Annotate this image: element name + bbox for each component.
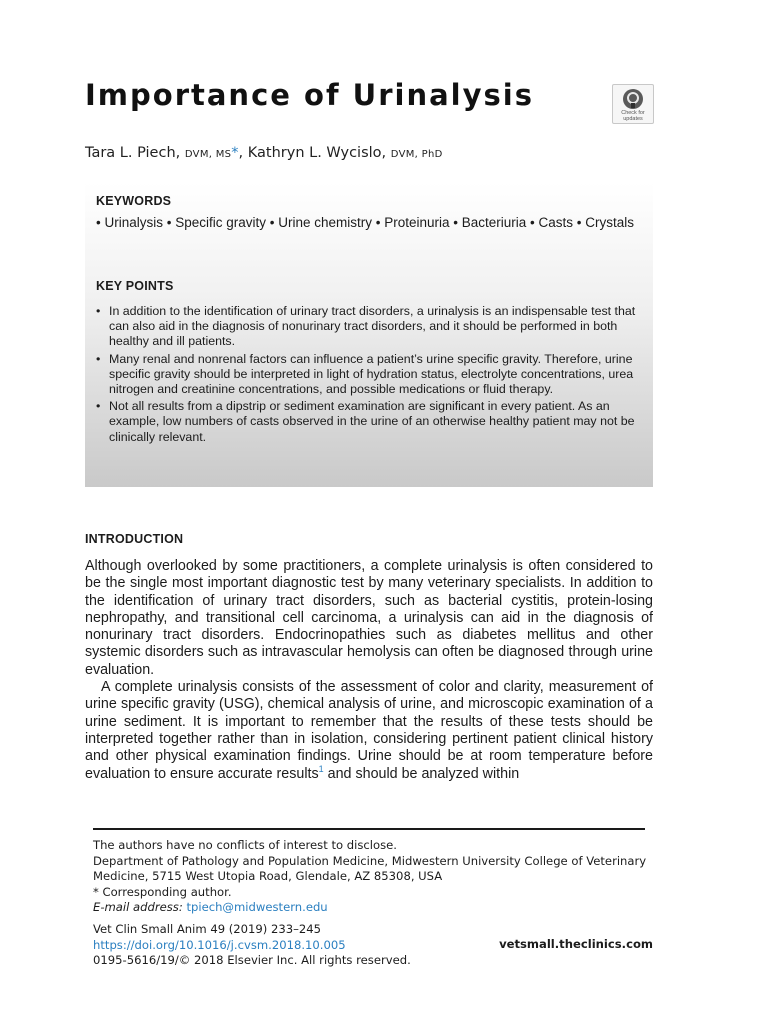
key-points-heading: KEY POINTS	[96, 279, 174, 293]
introduction-body	[85, 558, 653, 783]
key-point-item: • Many renal and nonrenal factors can influence a patient’s urine specific gravity. Therefore, urine specific gravity should be interpreted in light of hydration status, electrolyte concentrations, urea nitrogen and creatinine concentrations, and possible medications or fluid therapy.	[96, 352, 644, 398]
article-title: Importance of Urinalysis	[85, 78, 534, 112]
reference-1-link[interactable]: 1	[318, 763, 324, 774]
author-affiliation: Department of Pathology and Population Medicine, Midwestern University College of Veterinary Medicine, 5715 West Utopia Road, Glendale, AZ 85308, USA	[93, 853, 647, 883]
journal-website-link[interactable]: vetsmall.theclinics.com	[499, 937, 653, 951]
author-line	[85, 145, 443, 161]
check-for-updates-badge[interactable]	[612, 84, 654, 124]
author-separator: ,	[238, 145, 244, 161]
copyright-line: 0195-5616/19/© 2018 Elsevier Inc. All rights reserved.	[93, 953, 411, 967]
introduction-heading: INTRODUCTION	[85, 532, 184, 546]
conflicts-statement: The authors have no conflicts of interest to disclose.	[93, 838, 397, 852]
badge-line1: Check for	[621, 110, 645, 116]
author-2-degrees: DVM, PhD	[390, 149, 443, 160]
key-point-item: • In addition to the identification of urinary tract disorders, a urinalysis is an indispensable test that can also aid in the diagnosis of nonurinary tract disorders, and it should be performed in both healthy and ill patients.	[96, 304, 644, 350]
footnotes	[93, 838, 653, 916]
introduction-paragraph-1: Although overlooked by some practitioners, a complete urinalysis is often considered to be the single most important diagnostic test by many veterinary specialists. In addition to the identification of urinary tract disorders, such as bacterial cystitis, protein-losing nephropathy, and transitional cell carcinoma, a urinalysis can aid in the diagnosis of nonurinary tract disorders. Endocrinopathies such as diabetes mellitus and other systemic disorders such as intravascular hemolysis can often be diagnosed through urine evaluation.	[85, 558, 653, 678]
key-points-list	[96, 304, 644, 447]
doi-link[interactable]: https://doi.org/10.1016/j.cvsm.2018.10.005	[93, 937, 346, 952]
keywords-list: • Urinalysis • Specific gravity • Urine chemistry • Proteinuria • Bacteriuria • Casts • Crystals	[96, 215, 634, 230]
email-link[interactable]: tpiech@midwestern.edu	[186, 900, 328, 914]
keywords-heading: KEYWORDS	[96, 194, 172, 208]
paragraph-2-text: A complete urinalysis consists of the assessment of color and clarity, measurement of urine specific gravity (USG), chemical analysis of urine, and microscopic examination of a urine sediment. It is important to remember that the results of these tests should be interpreted together rather than in isolation, considering pertinent patient clinical history and other physical examination findings. Urine should be at room temperature before evaluation to ensure accurate results	[85, 679, 653, 782]
check-for-updates-icon	[622, 88, 644, 110]
author-1-name: Tara L. Piech,	[85, 145, 181, 161]
corresponding-author-mark[interactable]: *	[231, 145, 239, 161]
paragraph-2-tail: and should be analyzed within	[323, 765, 520, 782]
introduction-paragraph-2	[85, 679, 653, 783]
badge-line2: updates	[623, 116, 643, 122]
email-line	[93, 900, 653, 916]
footnote-divider	[93, 828, 645, 830]
key-point-item: • Not all results from a dipstrip or sediment examination are significant in every patient. As an example, low numbers of casts observed in the urine of an otherwise healthy patient may not be clinically relevant.	[96, 399, 644, 445]
citation-block	[93, 922, 411, 969]
author-2-name: Kathryn L. Wycislo,	[247, 145, 387, 161]
keywords-keypoints-box	[85, 182, 653, 487]
corresponding-author-note: * Corresponding author.	[93, 884, 232, 899]
journal-citation: Vet Clin Small Anim 49 (2019) 233–245	[93, 922, 322, 936]
email-label: E-mail address:	[93, 900, 183, 914]
author-1-degrees: DVM, MS	[184, 149, 232, 160]
